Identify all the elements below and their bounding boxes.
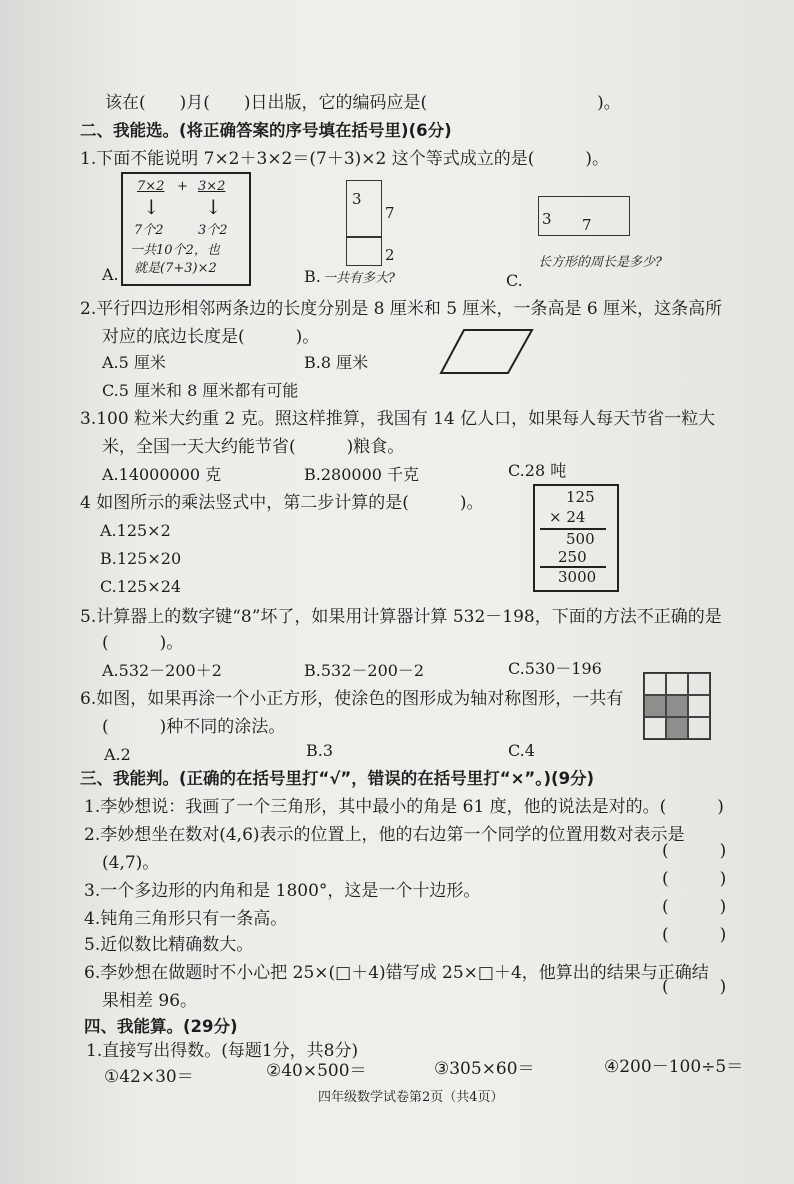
arrow-down-icon: ↓ [205,195,222,219]
q3-line2: 米，全国一天大约能节省( )粮食。 [102,437,405,457]
judge-4-answer-paren[interactable]: ( ) [662,897,727,917]
section-4-title: 四、我能算。(29分) [84,1017,238,1036]
judge-5-answer-paren[interactable]: ( ) [662,925,727,945]
q4-stem: 4 如图所示的乘法竖式中，第二步计算的是( )。 [80,493,484,513]
q6-option-c: C.4 [508,741,535,760]
calc-title: 1.直接写出得数。(每题1分，共8分) [86,1041,359,1061]
q6-option-b: B.3 [306,741,334,760]
q1-b-rect-bottom [346,236,382,266]
q1-a-line4: 就是(7+3)×2 [134,261,217,276]
q1-option-b-label: B. [304,267,321,286]
q1-b-bottom: 2 [385,246,395,264]
section-3-title: 三、我能判。(正确的在括号里打“√”，错误的在括号里打“×”。)(9分) [80,769,595,788]
line-publish: 该在( )月( )日出版，它的编码应是( )。 [105,93,621,113]
q3-option-b: B.280000 千克 [304,465,420,484]
judge-5: 5.近似数比精确数大。 [84,935,254,955]
arrow-down-icon: ↓ [143,195,160,219]
calc-4: ④200－100÷5＝ [604,1057,744,1077]
q1-a-top-right: 3×2 [198,179,226,194]
judge-2-answer-paren[interactable]: ( ) [662,841,727,861]
q2-line2: 对应的底边长度是( )。 [102,327,320,347]
q5-option-c: C.530－196 [508,659,602,678]
q1-option-c-label: C. [506,271,523,290]
q1-c-h: 7 [582,216,592,234]
q6-line2: ( )种不同的涂法。 [102,717,286,737]
judge-6-line2: 果相差 96。 [102,991,198,1011]
q2-option-b: B.8 厘米 [304,353,369,372]
q3-option-c: C.28 吨 [508,461,567,480]
q1-c-w: 3 [542,210,552,228]
q5-line1: 5.计算器上的数字键“8”坏了，如果用计算器计算 532－198，下面的方法不正确的是 [80,607,722,627]
q4-v5: 3000 [558,568,597,586]
section-2-title: 二、我能选。(将正确答案的序号填在括号里)(6分) [80,121,452,140]
q3-line1: 3.100 粒米大约重 2 克。照这样推算，我国有 14 亿人口，如果每人每天节省一粒大 [80,409,716,429]
q1-b-caption: 一共有多大? [323,271,395,286]
q4-v3: 500 [566,530,595,548]
judge-6-line1: 6.李妙想在做题时不小心把 25×(□＋4)错写成 25×□＋4，他算出的结果与正确结 [84,963,709,983]
q2-option-a: A.5 厘米 [102,353,166,372]
q3-option-a: A.14000000 克 [102,465,222,484]
q4-v2: × 24 [549,508,586,526]
q1-option-a-label: A. [102,265,119,284]
q2-line1: 2.平行四边形相邻两条边的长度分别是 8 厘米和 5 厘米，一条高是 6 厘米，这条高所 [80,299,723,319]
judge-3: 3.一个多边形的内角和是 1800°，这是一个十边形。 [84,881,481,901]
q1-a-top-left: 7×2 [137,179,165,194]
q6-option-a: A.2 [104,745,131,764]
q1-c-caption: 长方形的周长是多少? [538,255,662,270]
judge-2-line1: 2.李妙想坐在数对(4,6)表示的位置上，他的右边第一个同学的位置用数对表示是 [84,825,685,845]
q6-line1: 6.如图，如果再涂一个小正方形，使涂色的图形成为轴对称图形，一共有 [80,689,624,709]
q5-option-a: A.532－200＋2 [102,661,222,680]
q1-b-top: 3 [352,190,362,208]
q5-line2: ( )。 [102,633,184,653]
judge-2-line2: (4,7)。 [102,853,160,873]
page-footer: 四年级数学试卷第2页（共4页） [318,1090,504,1105]
judge-1: 1.李妙想说：我画了一个三角形，其中最小的角是 61 度，他的说法是对的。( ) [84,797,724,817]
q4-option-b: B.125×20 [100,549,182,568]
q2-option-c: C.5 厘米和 8 厘米都有可能 [102,381,299,400]
q1-a-line3: 一共10个2，也 [130,243,220,258]
q1-a-mid-left: 7个2 [134,223,164,238]
q6-grid-figure [643,672,711,740]
q1-stem: 1.下面不能说明 7×2＋3×2＝(7＋3)×2 这个等式成立的是( )。 [80,149,609,169]
calc-2: ②40×500＝ [266,1061,367,1081]
q1-a-mid-right: 3个2 [198,223,228,238]
judge-6-answer-paren[interactable]: ( ) [662,977,727,997]
q5-option-b: B.532－200－2 [304,661,425,680]
calc-3: ③305×60＝ [434,1059,535,1079]
judge-4: 4.钝角三角形只有一条高。 [84,909,288,929]
q4-option-c: C.125×24 [100,577,182,596]
q4-v1: 125 [566,488,595,506]
calc-1: ①42×30＝ [104,1067,194,1087]
q1-a-plus: + [177,179,188,194]
q1-b-mid: 7 [385,204,395,222]
q4-option-a: A.125×2 [100,521,171,540]
judge-3-answer-paren[interactable]: ( ) [662,869,727,889]
q4-v4: 250 [558,548,587,566]
parallelogram-figure [438,326,536,378]
